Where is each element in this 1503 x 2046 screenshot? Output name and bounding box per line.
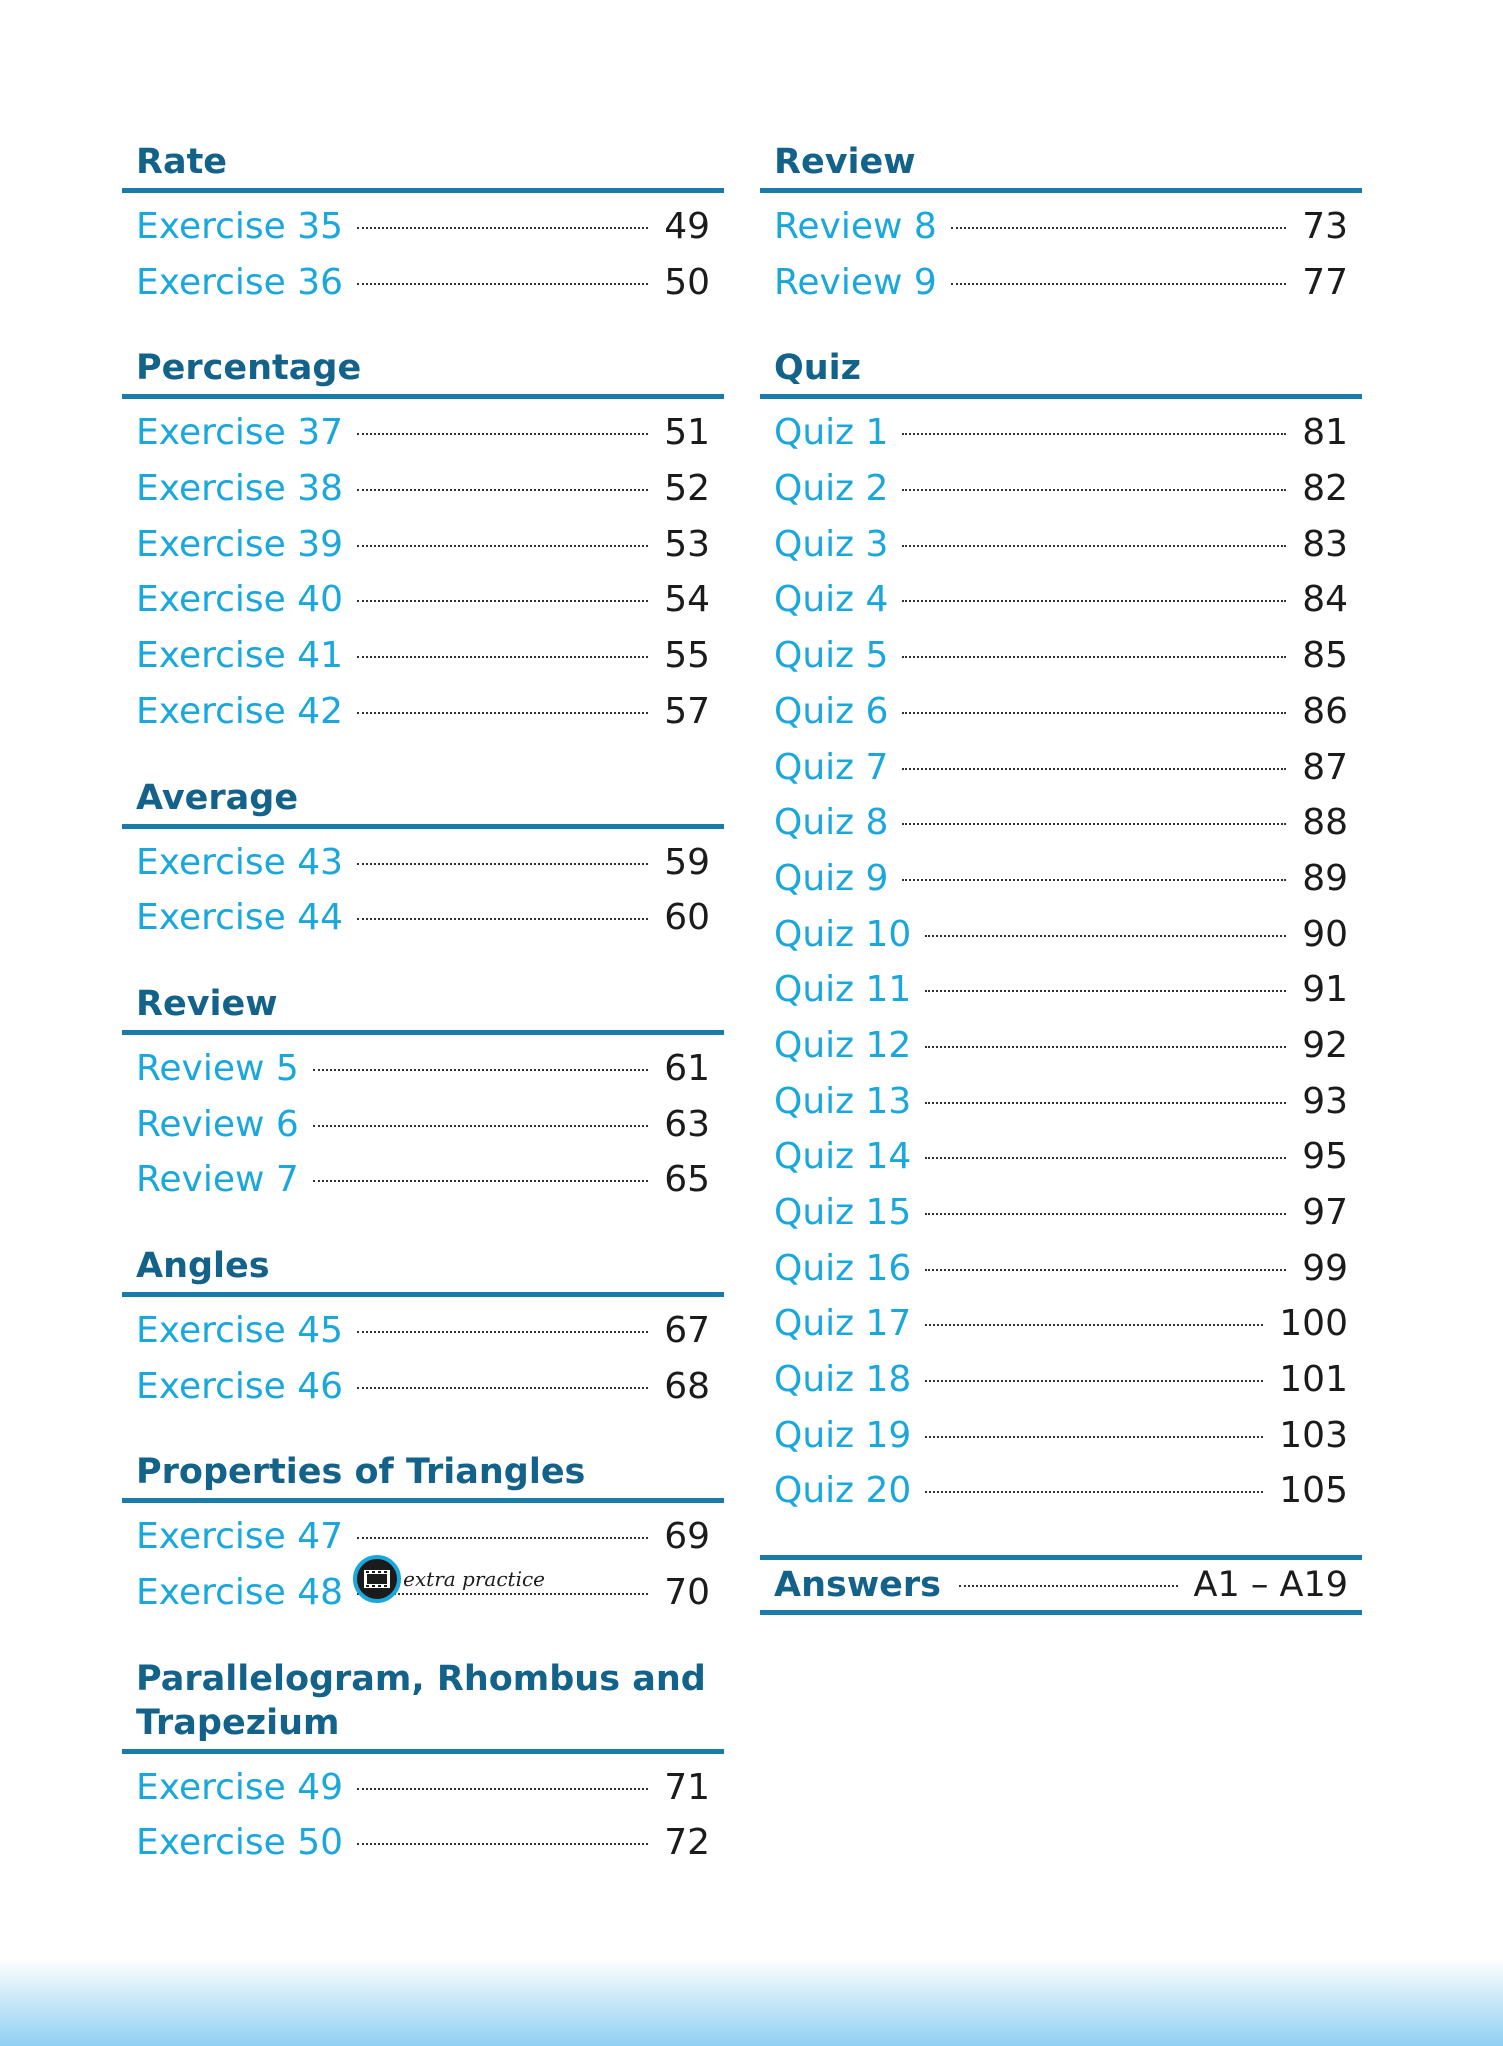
dot-leader <box>357 433 648 435</box>
toc-entry-quiz-20[interactable] <box>760 1463 1362 1519</box>
toc-entry-quiz-15[interactable] <box>760 1185 1362 1241</box>
entry-label: Exercise 37 <box>136 412 344 454</box>
extra-practice-text: extra practice <box>403 1567 546 1591</box>
toc-entry-exercise-39[interactable] <box>122 517 724 573</box>
entry-label: Quiz 9 <box>774 857 889 899</box>
toc-entry-quiz-9[interactable] <box>760 851 1362 907</box>
entry-label: Exercise 35 <box>136 206 344 247</box>
entry-page-number: 72 <box>664 1822 710 1864</box>
entry-label: Exercise 47 <box>136 1516 344 1558</box>
toc-entry-review-9[interactable] <box>760 255 1362 311</box>
entry-label: Quiz 1 <box>774 412 889 454</box>
extra-practice-marker <box>353 1555 545 1603</box>
dot-leader <box>357 545 648 547</box>
entry-page-number: 97 <box>1302 1192 1348 1233</box>
entry-label: Quiz 13 <box>774 1080 912 1122</box>
entry-label: Exercise 50 <box>136 1822 344 1864</box>
toc-entry-exercise-37[interactable] <box>122 405 724 461</box>
toc-entry-exercise-50[interactable] <box>122 1815 724 1871</box>
dot-leader <box>357 1331 648 1333</box>
entry-label: Exercise 41 <box>136 635 344 677</box>
entry-label: Quiz 16 <box>774 1247 912 1289</box>
toc-entry-exercise-38[interactable] <box>122 461 724 517</box>
entry-page-number: 77 <box>1302 261 1348 303</box>
section-average <box>122 776 724 946</box>
toc-entry-quiz-13[interactable] <box>760 1074 1362 1130</box>
toc-entry-exercise-41[interactable] <box>122 628 724 684</box>
dot-leader <box>925 1269 1286 1271</box>
dot-leader <box>925 935 1286 937</box>
entry-label: Quiz 12 <box>774 1024 912 1066</box>
entry-label: Exercise 45 <box>136 1309 344 1351</box>
dot-leader <box>925 1157 1286 1159</box>
toc-entry-review-8[interactable] <box>760 199 1362 255</box>
entry-page-number: 69 <box>664 1516 710 1558</box>
dot-leader <box>357 600 648 602</box>
toc-entry-quiz-18[interactable] <box>760 1352 1362 1408</box>
toc-entry-quiz-17[interactable] <box>760 1296 1362 1352</box>
dot-leader <box>959 1585 1178 1587</box>
entry-label: Review 8 <box>774 206 937 247</box>
toc-entry-exercise-36[interactable] <box>122 255 724 311</box>
entry-label: Quiz 7 <box>774 746 889 788</box>
toc-entry-review-5[interactable] <box>122 1041 724 1097</box>
dot-leader <box>902 712 1286 714</box>
dot-leader <box>357 656 648 658</box>
entry-label: Exercise 38 <box>136 468 344 510</box>
dot-leader <box>951 227 1286 229</box>
entry-page-number: 95 <box>1302 1136 1348 1178</box>
section-title: Review <box>760 140 1362 193</box>
entry-page-number: 81 <box>1302 412 1348 454</box>
dot-leader <box>902 489 1286 491</box>
toc-right-column <box>760 140 1362 1615</box>
toc-entry-quiz-6[interactable] <box>760 684 1362 740</box>
dot-leader <box>925 1213 1286 1215</box>
section-review <box>760 140 1362 310</box>
entry-page-number: 63 <box>664 1103 710 1145</box>
section-title: Parallelogram, Rhombus and Trapezium <box>122 1657 724 1754</box>
entry-label: Quiz 11 <box>774 969 912 1011</box>
entry-label: Review 7 <box>136 1159 299 1201</box>
toc-entry-quiz-5[interactable] <box>760 628 1362 684</box>
entry-page-number: 84 <box>1302 579 1348 621</box>
entry-label: Exercise 48 <box>136 1572 344 1613</box>
entry-label: Exercise 46 <box>136 1365 344 1407</box>
entry-label: Quiz 10 <box>774 913 912 955</box>
film-reel-icon <box>353 1555 401 1603</box>
entry-label: Quiz 18 <box>774 1359 912 1401</box>
entry-page-number: 67 <box>664 1309 710 1351</box>
dot-leader <box>357 1788 648 1790</box>
toc-entry-quiz-10[interactable] <box>760 907 1362 963</box>
entry-page-number: 53 <box>664 523 710 565</box>
entry-page-number: 105 <box>1279 1470 1348 1512</box>
dot-leader <box>313 1069 648 1071</box>
dot-leader <box>357 227 648 229</box>
section-review <box>122 982 724 1208</box>
section-title: Properties of Triangles <box>122 1450 724 1503</box>
entry-page-number: 71 <box>664 1766 710 1808</box>
answers-page: A1 – A19 <box>1193 1565 1348 1606</box>
entry-label: Review 5 <box>136 1047 299 1089</box>
answers-entry[interactable] <box>760 1555 1362 1615</box>
entry-label: Quiz 15 <box>774 1192 912 1233</box>
dot-leader <box>902 768 1286 770</box>
entry-page-number: 87 <box>1302 746 1348 788</box>
dot-leader <box>902 433 1286 435</box>
entry-page-number: 90 <box>1302 913 1348 955</box>
entry-page-number: 54 <box>664 579 710 621</box>
dot-leader <box>902 823 1286 825</box>
entry-label: Exercise 42 <box>136 690 344 732</box>
entry-page-number: 89 <box>1302 857 1348 899</box>
toc-entry-quiz-16[interactable] <box>760 1241 1362 1297</box>
dot-leader <box>357 1567 648 1595</box>
dot-leader <box>357 712 648 714</box>
toc-entry-exercise-48[interactable] <box>122 1565 724 1621</box>
entry-label: Quiz 2 <box>774 468 889 510</box>
entry-page-number: 70 <box>664 1572 710 1613</box>
entry-label: Quiz 14 <box>774 1136 912 1178</box>
toc-entry-quiz-7[interactable] <box>760 740 1362 796</box>
dot-leader <box>902 545 1286 547</box>
entry-page-number: 68 <box>664 1365 710 1407</box>
entry-label: Exercise 44 <box>136 897 344 939</box>
section-title: Angles <box>122 1244 724 1297</box>
toc-entry-quiz-2[interactable] <box>760 461 1362 517</box>
entry-page-number: 91 <box>1302 969 1348 1011</box>
toc-entry-exercise-43[interactable] <box>122 835 724 891</box>
entry-label: Quiz 8 <box>774 802 889 844</box>
toc-entry-exercise-46[interactable] <box>122 1359 724 1415</box>
toc-entry-exercise-49[interactable] <box>122 1760 724 1816</box>
entry-page-number: 92 <box>1302 1024 1348 1066</box>
entry-page-number: 55 <box>664 635 710 677</box>
dot-leader <box>313 1125 648 1127</box>
entry-page-number: 83 <box>1302 523 1348 565</box>
section-title: Average <box>122 776 724 829</box>
toc-left-column <box>122 140 724 1907</box>
section-parallelogram-rhombus-and-trapezium <box>122 1657 724 1871</box>
toc-entry-quiz-4[interactable] <box>760 572 1362 628</box>
entry-label: Exercise 39 <box>136 523 344 565</box>
toc-entry-exercise-42[interactable] <box>122 684 724 740</box>
toc-entry-review-6[interactable] <box>122 1097 724 1153</box>
toc-entry-exercise-45[interactable] <box>122 1303 724 1359</box>
entry-page-number: 49 <box>664 206 710 247</box>
entry-page-number: 51 <box>664 412 710 454</box>
dot-leader <box>902 600 1286 602</box>
entry-page-number: 93 <box>1302 1080 1348 1122</box>
section-title: Quiz <box>760 346 1362 399</box>
dot-leader <box>357 1843 648 1845</box>
entry-label: Exercise 40 <box>136 579 344 621</box>
entry-page-number: 101 <box>1279 1359 1348 1401</box>
entry-page-number: 82 <box>1302 468 1348 510</box>
dot-leader <box>925 1436 1263 1438</box>
entry-label: Exercise 43 <box>136 841 344 883</box>
toc-entry-quiz-11[interactable] <box>760 962 1362 1018</box>
entry-page-number: 88 <box>1302 802 1348 844</box>
dot-leader <box>951 283 1286 285</box>
entry-page-number: 86 <box>1302 690 1348 732</box>
entry-label: Quiz 4 <box>774 579 889 621</box>
answers-label: Answers <box>774 1565 942 1606</box>
section-percentage <box>122 346 724 739</box>
entry-page-number: 85 <box>1302 635 1348 677</box>
entry-page-number: 100 <box>1279 1303 1348 1345</box>
entry-label: Exercise 49 <box>136 1766 344 1808</box>
toc-entry-quiz-14[interactable] <box>760 1129 1362 1185</box>
section-title: Percentage <box>122 346 724 399</box>
dot-leader <box>925 1324 1263 1326</box>
dot-leader <box>902 879 1286 881</box>
entry-page-number: 73 <box>1302 206 1348 247</box>
toc-entry-quiz-3[interactable] <box>760 517 1362 573</box>
toc-entry-exercise-35[interactable] <box>122 199 724 255</box>
entry-label: Exercise 36 <box>136 261 344 303</box>
section-title: Review <box>122 982 724 1035</box>
entry-label: Quiz 20 <box>774 1470 912 1512</box>
entry-page-number: 57 <box>664 690 710 732</box>
dot-leader <box>925 990 1286 992</box>
dot-leader <box>357 1387 648 1389</box>
footer-gradient-band <box>0 1958 1503 2046</box>
entry-page-number: 99 <box>1302 1247 1348 1289</box>
section-title: Rate <box>122 140 724 193</box>
dot-leader <box>925 1102 1286 1104</box>
dot-leader <box>357 1537 648 1539</box>
entry-label: Quiz 17 <box>774 1303 912 1345</box>
entry-label: Review 6 <box>136 1103 299 1145</box>
dot-leader <box>357 863 648 865</box>
section-rate <box>122 140 724 310</box>
entry-page-number: 59 <box>664 841 710 883</box>
entry-page-number: 103 <box>1279 1414 1348 1456</box>
entry-label: Quiz 6 <box>774 690 889 732</box>
entry-page-number: 65 <box>664 1159 710 1201</box>
entry-page-number: 52 <box>664 468 710 510</box>
entry-page-number: 50 <box>664 261 710 303</box>
toc-entry-exercise-44[interactable] <box>122 890 724 946</box>
entry-label: Quiz 3 <box>774 523 889 565</box>
dot-leader <box>313 1180 648 1182</box>
entry-label: Quiz 19 <box>774 1414 912 1456</box>
dot-leader <box>925 1046 1286 1048</box>
entry-label: Quiz 5 <box>774 635 889 677</box>
section-angles <box>122 1244 724 1414</box>
section-properties-of-triangles <box>122 1450 724 1620</box>
entry-page-number: 60 <box>664 897 710 939</box>
entry-label: Review 9 <box>774 261 937 303</box>
toc-entry-quiz-12[interactable] <box>760 1018 1362 1074</box>
toc-entry-exercise-40[interactable] <box>122 572 724 628</box>
toc-entry-quiz-8[interactable] <box>760 795 1362 851</box>
dot-leader <box>357 489 648 491</box>
entry-page-number: 61 <box>664 1047 710 1089</box>
toc-entry-quiz-19[interactable] <box>760 1408 1362 1464</box>
toc-entry-quiz-1[interactable] <box>760 405 1362 461</box>
dot-leader <box>357 918 648 920</box>
dot-leader <box>357 283 648 285</box>
toc-entry-review-7[interactable] <box>122 1152 724 1208</box>
section-quiz <box>760 346 1362 1519</box>
dot-leader <box>902 656 1286 658</box>
dot-leader <box>925 1491 1263 1493</box>
dot-leader <box>925 1380 1263 1382</box>
